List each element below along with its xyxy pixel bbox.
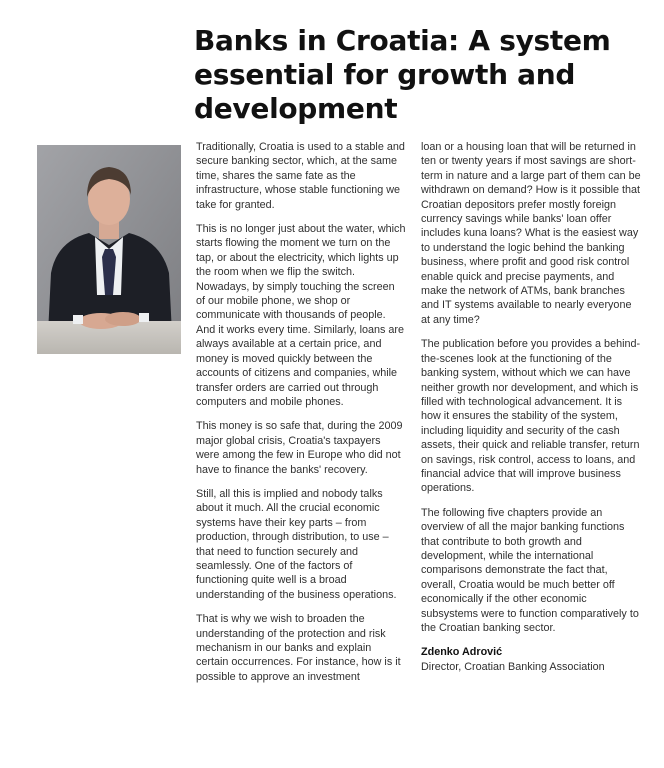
portrait-photo	[37, 145, 181, 354]
paragraph: loan or a housing loan that will be returned in ten or twenty years if most savings are short-term in nature and a large part of them can be withdrawn on demand? How is it possible that Croatian depositors prefer mostly foreign currency savings while banks' loan offer includes kuna loans? What is the easiest way to understand the logic behind the banking business, where profit and good risk control enable quick and precise payments, and make the network of ATMs, bank branches and IT systems available to nearly everyone at any time?	[421, 141, 641, 326]
paragraph: This money is so safe that, during the 2009 major global crisis, Croatia's taxpayers were among the few in Europe who did not have to finance the banks' recovery.	[196, 420, 403, 476]
article-column-left	[196, 140, 406, 694]
paragraph: Still, all this is implied and nobody talks about it much. All the crucial economic systems have their key parts – from production, through distribution, to use – that need to function securely and seamlessly. One of the factors of functioning quite well is a broad understanding of the business operations.	[196, 487, 397, 601]
article-title: Banks in Croatia: A system essential for growth and development	[194, 24, 611, 125]
paragraph: The following five chapters provide an overview of all the major banking functions that contribute to both growth and development, while the international comparisons demonstrate the fact that, overall, Croatia would be much better off economically if the other economic subsystems were to function comparatively to the Croatian banking sector.	[421, 506, 639, 634]
portrait-illustration	[37, 145, 181, 354]
signature-role: Director, Croatian Banking Association	[421, 660, 605, 673]
article-column-right	[421, 140, 643, 674]
paragraph: The publication before you provides a behind-the-scenes look at the functioning of the banking system, without which we can have neither growth nor development, and which is filled with technological advancement. It is how it ensures the stability of the system, including liquidity and security of the cash assets, their quick and reliable transfer, return on savings, risk control, access to loans, and financial advice that will improve business operations.	[421, 338, 641, 495]
signature-name: Zdenko Adrović	[421, 646, 503, 659]
paragraph: Traditionally, Croatia is used to a stable and secure banking sector, which, at the same time, shares the same fate as the infrastructure, whose stable functioning we take for granted.	[196, 141, 405, 211]
paragraph: This is no longer just about the water, which starts flowing the moment we turn on the tap, or about the electricity, which lights up the room when we flip the switch. Nowadays, by simply touching the screen of our mobile phone, we shop or communicate with thousands of people. And it works every time. Similarly, loans are always available at a certain price, and money is moved quickly between the accounts of citizens and companies, while transfer orders are carried out through computers and mobile phones.	[196, 223, 406, 408]
paragraph: That is why we wish to broaden the understanding of the protection and risk mechanism in our banks and explain certain occurrences. For instance, how is it possible to approve an investment	[196, 613, 401, 683]
